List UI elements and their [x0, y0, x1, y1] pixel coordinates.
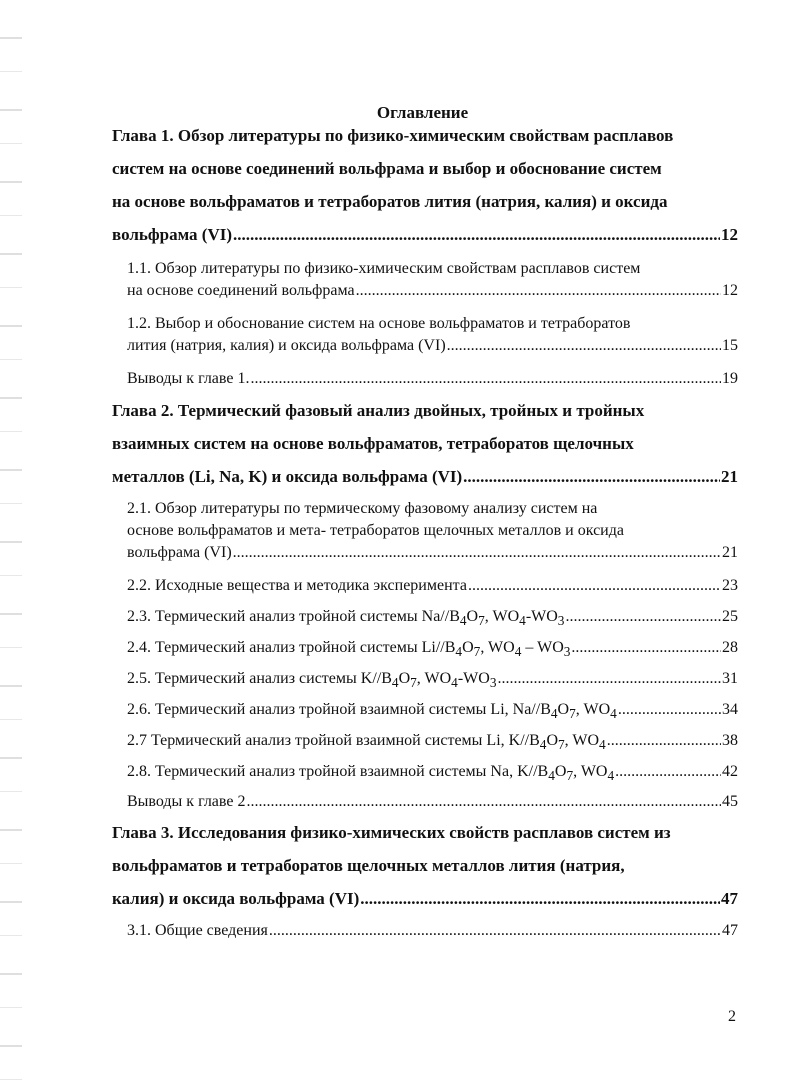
- conclusions-2-leader-line: [127, 791, 738, 813]
- section-2-8-leader-line: [127, 761, 738, 787]
- leader-dots: [498, 668, 722, 690]
- section-2-2-leader-line: [127, 575, 738, 597]
- chapter-2-title-end: металлов (Li, Na, K) и оксида вольфрама (VI): [112, 467, 463, 486]
- toc-section-2-2[interactable]: [127, 575, 738, 597]
- section-2-1-line-2: основе вольфраматов и мета- тетраборатов щелочных металлов и оксида: [127, 522, 624, 539]
- chapter-2-line-1: Глава 2. Термический фазовый анализ двойных, тройных и тройных: [112, 401, 645, 420]
- leader-dots: [447, 335, 721, 357]
- leader-dots: [360, 882, 720, 915]
- toc-section-2-5[interactable]: [127, 668, 738, 694]
- chapter-2-page: 21: [721, 467, 738, 486]
- toc-section-2-3[interactable]: [127, 606, 738, 632]
- leader-dots: [565, 606, 721, 628]
- section-2-5-title: 2.5. Термический анализ системы $K//B_4O_7$, $WO_4-WO_3$: [127, 670, 497, 691]
- chapter-3-leader-line: [112, 882, 738, 915]
- leader-dots: [233, 218, 720, 251]
- section-3-1-page: 47: [722, 922, 738, 939]
- toc-section-2-8[interactable]: [127, 761, 738, 787]
- section-2-3-page: 25: [722, 608, 738, 625]
- chapter-3-title-end: калия) и оксида вольфрама (VI): [112, 889, 360, 908]
- chapter-3-line-2: вольфраматов и тетраборатов щелочных металлов лития (натрия,: [112, 856, 625, 875]
- leader-dots: [463, 460, 720, 493]
- section-2-4-page: 28: [722, 639, 738, 656]
- section-1-2-title-end: лития (натрия, калия) и оксида вольфрама (VI): [127, 337, 446, 354]
- section-2-5-page: 31: [722, 670, 738, 687]
- section-2-8-page: 42: [722, 763, 738, 780]
- section-2-1-line-1: 2.1. Обзор литературы по термическому фазовому анализу систем на: [127, 500, 598, 517]
- chapter-1-line-1: Глава 1. Обзор литературы по физико-химическим свойствам расплавов: [112, 126, 674, 145]
- chapter-3-page: 47: [721, 889, 738, 908]
- section-2-1-page: 21: [722, 544, 738, 561]
- leader-dots: [618, 699, 721, 721]
- leader-dots: [356, 280, 721, 302]
- leader-dots: [571, 637, 721, 659]
- chapter-2-leader-line: [112, 460, 738, 493]
- section-2-8-title: 2.8. Термический анализ тройной взаимной системы Na, $K//B_4O_7$, $WO_4$: [127, 763, 615, 784]
- chapter-3-line-1: Глава 3. Исследования физико-химических свойств расплавов систем из: [112, 823, 671, 842]
- section-2-5-leader-line: [127, 668, 738, 694]
- chapter-1-title-end: вольфрама (VI): [112, 225, 233, 244]
- leader-dots: [233, 542, 721, 564]
- section-1-2-leader-line: [127, 335, 738, 357]
- section-1-1-leader-line: [127, 280, 738, 302]
- section-2-2-page: 23: [722, 577, 738, 594]
- leader-dots: [615, 761, 721, 783]
- toc-chapter-2[interactable]: [112, 394, 738, 493]
- section-2-6-title: 2.6. Термический анализ тройной взаимной системы Li, $Na//B_4O_7$, $WO_4$: [127, 701, 617, 722]
- leader-dots: [246, 791, 721, 813]
- toc-section-1-2[interactable]: [127, 313, 738, 357]
- section-1-2-line-1: 1.2. Выбор и обоснование систем на основе вольфраматов и тетраборатов: [127, 315, 631, 332]
- conclusions-2-page: 45: [722, 793, 738, 810]
- section-2-2-title: 2.2. Исходные вещества и методика эксперимента: [127, 577, 467, 594]
- chapter-2-line-2: взаимных систем на основе вольфраматов, тетраборатов щелочных: [112, 434, 634, 453]
- section-2-3-leader-line: [127, 606, 738, 632]
- conclusions-1-leader-line: [127, 368, 738, 390]
- leader-dots: [468, 575, 721, 597]
- toc-chapter-1[interactable]: [112, 119, 738, 251]
- section-1-2-page: 15: [722, 337, 738, 354]
- section-2-1-title-end: вольфрама (VI): [127, 544, 232, 561]
- chapter-1-line-2: систем на основе соединений вольфрама и выбор и обоснование систем: [112, 159, 662, 178]
- conclusions-1-title: Выводы к главе 1.: [127, 370, 250, 387]
- section-3-1-title: 3.1. Общие сведения: [127, 922, 268, 939]
- toc-section-2-1[interactable]: [127, 498, 738, 564]
- section-2-4-leader-line: [127, 637, 738, 663]
- conclusions-2-title: Выводы к главе 2: [127, 793, 246, 810]
- leader-dots: [250, 368, 721, 390]
- section-1-1-line-1: 1.1. Обзор литературы по физико-химическим свойствам расплавов систем: [127, 260, 641, 277]
- leader-dots: [607, 730, 721, 752]
- section-1-1-title-end: на основе соединений вольфрама: [127, 282, 355, 299]
- toc-section-2-7[interactable]: [127, 730, 738, 756]
- chapter-1-leader-line: [112, 218, 738, 251]
- section-2-4-title: 2.4. Термический анализ тройной системы $Li//B_4O_7$, $WO_4 - WO_3$: [127, 639, 571, 660]
- toc-section-1-1[interactable]: [127, 258, 738, 302]
- section-2-7-page: 38: [722, 732, 738, 749]
- section-2-7-leader-line: [127, 730, 738, 756]
- section-2-6-leader-line: [127, 699, 738, 725]
- toc-section-2-6[interactable]: [127, 699, 738, 725]
- scan-edge-artifact: [0, 0, 22, 1086]
- leader-dots: [269, 920, 721, 942]
- section-2-7-title: 2.7 Термический анализ тройной взаимной системы Li, $K//B_4O_7$, $WO_4$: [127, 732, 606, 753]
- section-2-3-title: 2.3. Термический анализ тройной системы $Na//B_4O_7$, $WO_4-WO_3$: [127, 608, 565, 629]
- chapter-1-line-3: на основе вольфраматов и тетраборатов лития (натрия, калия) и оксида: [112, 192, 668, 211]
- section-2-6-page: 34: [722, 701, 738, 718]
- section-3-1-leader-line: [127, 920, 738, 942]
- toc-conclusions-1[interactable]: [127, 368, 738, 390]
- toc-chapter-3[interactable]: [112, 816, 738, 915]
- toc-title: Оглавление: [376, 103, 469, 122]
- toc-section-2-4[interactable]: [127, 637, 738, 663]
- section-1-1-page: 12: [722, 282, 738, 299]
- conclusions-1-page: 19: [722, 370, 738, 387]
- toc-conclusions-2[interactable]: [127, 791, 738, 813]
- page-number: 2: [728, 1008, 736, 1025]
- toc-section-3-1[interactable]: [127, 920, 738, 942]
- chapter-1-page: 12: [721, 225, 738, 244]
- section-2-1-leader-line: [127, 542, 738, 564]
